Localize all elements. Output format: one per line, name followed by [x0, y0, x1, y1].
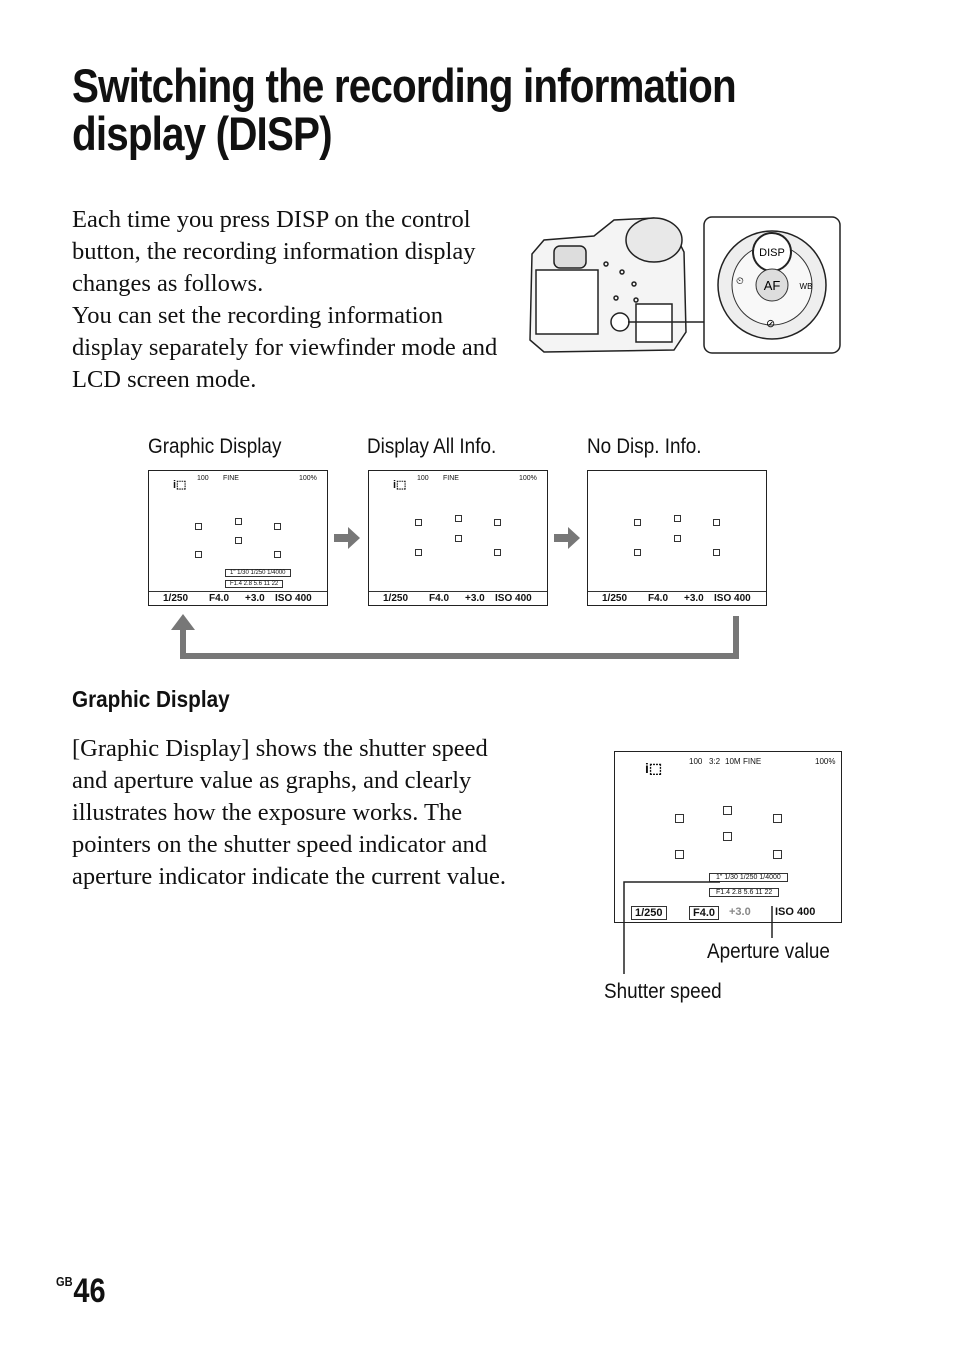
exposure-readout: +3.0 [684, 593, 704, 604]
self-timer-icon: ⏲ [736, 276, 744, 287]
section-body: [Graphic Display] shows the shutter speed and aperture value as graphs, and clearly illustrates how the exposure works. The pointers on the shutter speed indicator and aperture indicator indicate the current value. [72, 735, 506, 890]
af-point [195, 523, 202, 530]
af-key-label: AF [763, 278, 781, 293]
af-point [773, 850, 782, 859]
af-point [415, 549, 422, 556]
disp-key-label: DISP [759, 247, 785, 259]
title-line-1: Switching the recording information [72, 59, 736, 112]
af-point [773, 814, 782, 823]
af-point [674, 535, 681, 542]
battery-level: 100% [519, 475, 537, 482]
page-number [56, 1272, 106, 1311]
camera-illustration [524, 212, 844, 358]
iso-readout: ISO 400 [775, 906, 816, 918]
af-point [713, 519, 720, 526]
auto-mode-icon: i⬚ [393, 479, 407, 491]
shots-remaining: 100 [417, 475, 429, 482]
shutter-scale: 1" 1/30 1/250 1/4000 [225, 569, 291, 577]
title-line-2: display (DISP) [72, 107, 332, 160]
af-point [235, 537, 242, 544]
af-point [455, 515, 462, 522]
af-point [634, 519, 641, 526]
image-quality: FINE [223, 475, 239, 482]
iso-readout: ISO 400 [275, 593, 312, 604]
aperture-readout: F4.0 [209, 593, 230, 604]
camera-body-drawing [530, 218, 686, 352]
af-point [494, 519, 501, 526]
aperture-scale: F1.4 2.8 5.6 11 22 [225, 580, 283, 588]
auto-mode-icon: i⬚ [173, 479, 187, 491]
af-point [713, 549, 720, 556]
exposure-readout: +3.0 [465, 593, 485, 604]
shots-remaining: 100 [689, 757, 703, 766]
shutter-scale: 1" 1/30 1/250 1/4000 [709, 873, 788, 882]
auto-mode-icon: i⬚ [645, 760, 663, 776]
af-point [195, 551, 202, 558]
aperture-readout: F4.0 [689, 906, 719, 920]
image-quality: FINE [743, 757, 762, 766]
aperture-readout: F4.0 [648, 593, 669, 604]
aperture-scale: F1.4 2.8 5.6 11 22 [709, 888, 779, 897]
iso-readout: ISO 400 [714, 593, 751, 604]
af-point [675, 850, 684, 859]
image-quality: FINE [443, 475, 459, 482]
page-prefix: GB [56, 1274, 73, 1289]
battery-level: 100% [299, 475, 317, 482]
battery-level: 100% [815, 757, 836, 766]
page-number-value: 46 [73, 1272, 106, 1310]
screen-no-disp-info [587, 470, 767, 606]
intro-text [72, 204, 512, 396]
aspect-ratio: 3:2 [709, 757, 721, 766]
intro-paragraph-2: You can set the recording information display separately for viewfinder mode and LCD screen mode. [72, 302, 498, 393]
loop-return-arrow [170, 612, 750, 664]
shutter-readout: 1/250 [383, 593, 409, 604]
af-point [274, 551, 281, 558]
af-point [235, 518, 242, 525]
mode-label-all-info: Display All Info. [367, 435, 497, 458]
exposure-readout: +3.0 [245, 593, 265, 604]
callout-shutter-speed: Shutter speed [604, 980, 722, 1003]
aperture-readout: F4.0 [429, 593, 450, 604]
mode-label-no-info: No Disp. Info. [587, 435, 702, 458]
af-point [674, 515, 681, 522]
screen-display-all-info [368, 470, 548, 606]
af-point [494, 549, 501, 556]
page-title [72, 59, 760, 160]
af-point [415, 519, 422, 526]
exposure-readout: +3.0 [729, 906, 751, 918]
arrow-right-icon [334, 527, 362, 549]
shutter-readout: 1/250 [602, 593, 628, 604]
iso-readout: ISO 400 [495, 593, 532, 604]
mode-label-graphic: Graphic Display [148, 435, 282, 458]
intro-paragraph-1: Each time you press DISP on the control button, the recording information display changes as follows. [72, 206, 476, 297]
image-size: 10M [725, 757, 741, 766]
af-point [634, 549, 641, 556]
shots-remaining: 100 [197, 475, 209, 482]
shutter-readout: 1/250 [163, 593, 189, 604]
shutter-readout: 1/250 [631, 906, 667, 920]
af-point [723, 832, 732, 841]
af-point [455, 535, 462, 542]
screen-graphic-display [148, 470, 328, 606]
callout-aperture-value: Aperture value [707, 940, 830, 963]
af-point [675, 814, 684, 823]
af-point [274, 523, 281, 530]
arrow-right-icon [554, 527, 582, 549]
section-heading: Graphic Display [72, 686, 230, 712]
af-point [723, 806, 732, 815]
wb-key-label: WB [799, 282, 813, 291]
exposure-icon: ⊘ [766, 317, 776, 330]
